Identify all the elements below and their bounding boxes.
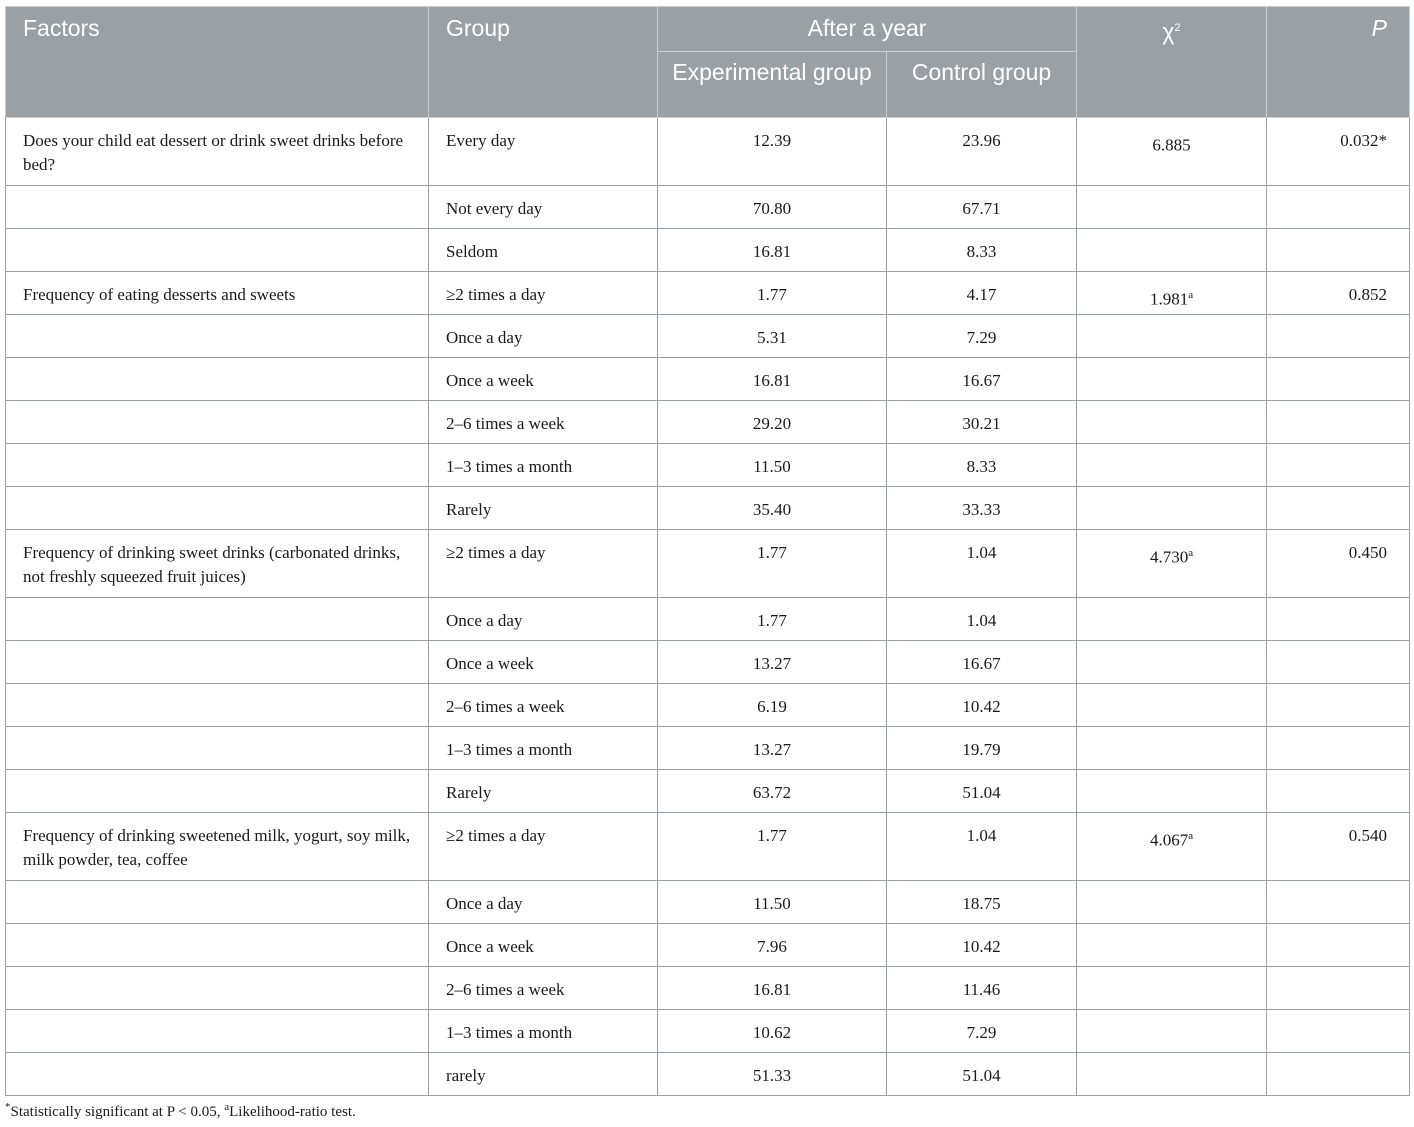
footnote-star: * bbox=[5, 1101, 11, 1113]
header-experimental-group: Experimental group bbox=[658, 52, 887, 118]
cell-group: Once a week bbox=[429, 641, 658, 684]
cell-experimental: 35.40 bbox=[658, 487, 887, 530]
cell-control: 8.33 bbox=[887, 444, 1077, 487]
cell-group: 1–3 times a month bbox=[429, 444, 658, 487]
cell-control: 10.42 bbox=[887, 684, 1077, 727]
chi-value: 4.067 bbox=[1149, 830, 1189, 850]
header-control-group: Control group bbox=[887, 52, 1077, 118]
cell-control: 8.33 bbox=[887, 229, 1077, 272]
cell-chi-square bbox=[1077, 1010, 1267, 1053]
cell-chi-square bbox=[1077, 727, 1267, 770]
cell-control: 51.04 bbox=[887, 1053, 1077, 1096]
table-row bbox=[6, 272, 1410, 315]
cell-experimental: 70.80 bbox=[658, 186, 887, 229]
cell-p-value bbox=[1267, 1053, 1410, 1096]
cell-control: 1.04 bbox=[887, 598, 1077, 641]
cell-p-value bbox=[1267, 967, 1410, 1010]
cell-group: Once a week bbox=[429, 358, 658, 401]
table-container bbox=[5, 6, 1409, 1096]
cell-chi-square bbox=[1077, 1053, 1267, 1096]
table-row bbox=[6, 1053, 1410, 1096]
cell-group: ≥2 times a day bbox=[429, 530, 658, 598]
cell-control: 33.33 bbox=[887, 487, 1077, 530]
cell-group: 2–6 times a week bbox=[429, 401, 658, 444]
cell-experimental: 63.72 bbox=[658, 770, 887, 813]
cell-factor bbox=[6, 598, 429, 641]
table-row bbox=[6, 1010, 1410, 1053]
cell-chi-square bbox=[1077, 229, 1267, 272]
cell-group: 1–3 times a month bbox=[429, 727, 658, 770]
cell-p-value bbox=[1267, 727, 1410, 770]
cell-experimental: 16.81 bbox=[658, 229, 887, 272]
cell-experimental: 7.96 bbox=[658, 924, 887, 967]
cell-factor bbox=[6, 967, 429, 1010]
table-row bbox=[6, 924, 1410, 967]
cell-group: Not every day bbox=[429, 186, 658, 229]
cell-p-value bbox=[1267, 1010, 1410, 1053]
cell-chi-square bbox=[1077, 684, 1267, 727]
table-row bbox=[6, 358, 1410, 401]
cell-chi-square bbox=[1077, 967, 1267, 1010]
cell-factor bbox=[6, 770, 429, 813]
header-chi-exponent: 2 bbox=[1174, 22, 1181, 34]
cell-experimental: 1.77 bbox=[658, 530, 887, 598]
chi-superscript: a bbox=[1188, 547, 1194, 559]
cell-experimental: 12.39 bbox=[658, 118, 887, 186]
cell-factor bbox=[6, 358, 429, 401]
cell-control: 30.21 bbox=[887, 401, 1077, 444]
chi-value: 1.981 bbox=[1149, 289, 1189, 309]
table-row bbox=[6, 444, 1410, 487]
cell-control: 4.17 bbox=[887, 272, 1077, 315]
cell-group: 2–6 times a week bbox=[429, 967, 658, 1010]
cell-factor bbox=[6, 401, 429, 444]
cell-chi-square bbox=[1077, 924, 1267, 967]
cell-group: Rarely bbox=[429, 487, 658, 530]
cell-p-value: 0.852 bbox=[1267, 272, 1410, 315]
table-header bbox=[6, 7, 1410, 118]
cell-chi-square bbox=[1077, 487, 1267, 530]
cell-chi-square bbox=[1077, 401, 1267, 444]
table-footnote bbox=[5, 1101, 356, 1121]
cell-experimental: 29.20 bbox=[658, 401, 887, 444]
cell-chi-square bbox=[1077, 770, 1267, 813]
cell-chi-square bbox=[1077, 358, 1267, 401]
cell-group: Seldom bbox=[429, 229, 658, 272]
chi-value: 6.885 bbox=[1152, 135, 1191, 155]
cell-p-value bbox=[1267, 358, 1410, 401]
table-row bbox=[6, 598, 1410, 641]
cell-group: Once a day bbox=[429, 315, 658, 358]
table-row bbox=[6, 770, 1410, 813]
cell-chi-square bbox=[1077, 444, 1267, 487]
cell-experimental: 13.27 bbox=[658, 641, 887, 684]
cell-control: 16.67 bbox=[887, 358, 1077, 401]
cell-chi-square bbox=[1077, 598, 1267, 641]
table-row bbox=[6, 229, 1410, 272]
cell-chi-square bbox=[1077, 315, 1267, 358]
cell-factor bbox=[6, 1053, 429, 1096]
data-table bbox=[5, 6, 1410, 1096]
cell-group: Once a day bbox=[429, 881, 658, 924]
cell-group: Once a day bbox=[429, 598, 658, 641]
cell-factor bbox=[6, 315, 429, 358]
table-row bbox=[6, 881, 1410, 924]
cell-experimental: 1.77 bbox=[658, 272, 887, 315]
cell-experimental: 6.19 bbox=[658, 684, 887, 727]
cell-p-value bbox=[1267, 229, 1410, 272]
table-row bbox=[6, 813, 1410, 881]
cell-experimental: 1.77 bbox=[658, 813, 887, 881]
cell-control: 23.96 bbox=[887, 118, 1077, 186]
cell-p-value bbox=[1267, 186, 1410, 229]
cell-control: 19.79 bbox=[887, 727, 1077, 770]
cell-p-value bbox=[1267, 684, 1410, 727]
cell-experimental: 51.33 bbox=[658, 1053, 887, 1096]
header-p: P bbox=[1267, 7, 1410, 118]
cell-group: rarely bbox=[429, 1053, 658, 1096]
table-row bbox=[6, 727, 1410, 770]
cell-experimental: 13.27 bbox=[658, 727, 887, 770]
table-row bbox=[6, 967, 1410, 1010]
header-factors: Factors bbox=[6, 7, 429, 118]
cell-factor bbox=[6, 727, 429, 770]
chi-superscript: a bbox=[1188, 289, 1194, 301]
cell-control: 10.42 bbox=[887, 924, 1077, 967]
cell-p-value bbox=[1267, 924, 1410, 967]
table-row bbox=[6, 118, 1410, 186]
cell-experimental: 11.50 bbox=[658, 444, 887, 487]
header-chi-square bbox=[1077, 7, 1267, 118]
cell-p-value bbox=[1267, 444, 1410, 487]
cell-control: 16.67 bbox=[887, 641, 1077, 684]
cell-control: 1.04 bbox=[887, 813, 1077, 881]
cell-p-value bbox=[1267, 881, 1410, 924]
cell-control: 67.71 bbox=[887, 186, 1077, 229]
cell-factor bbox=[6, 186, 429, 229]
cell-experimental: 16.81 bbox=[658, 358, 887, 401]
cell-p-value bbox=[1267, 487, 1410, 530]
cell-p-value bbox=[1267, 598, 1410, 641]
table-row bbox=[6, 186, 1410, 229]
header-group: Group bbox=[429, 7, 658, 118]
cell-control: 18.75 bbox=[887, 881, 1077, 924]
chi-value: 4.730 bbox=[1149, 547, 1189, 567]
table-row bbox=[6, 530, 1410, 598]
cell-group: ≥2 times a day bbox=[429, 272, 658, 315]
cell-factor: Frequency of eating desserts and sweets bbox=[6, 272, 429, 315]
cell-control: 7.29 bbox=[887, 315, 1077, 358]
cell-factor: Frequency of drinking sweetened milk, yogurt, soy milk, milk powder, tea, coffee bbox=[6, 813, 429, 881]
cell-factor bbox=[6, 487, 429, 530]
cell-group: Rarely bbox=[429, 770, 658, 813]
table-row bbox=[6, 401, 1410, 444]
cell-factor bbox=[6, 881, 429, 924]
cell-factor: Does your child eat dessert or drink sweet drinks before bed? bbox=[6, 118, 429, 186]
cell-chi-square bbox=[1077, 530, 1267, 598]
cell-factor bbox=[6, 229, 429, 272]
cell-experimental: 10.62 bbox=[658, 1010, 887, 1053]
cell-experimental: 11.50 bbox=[658, 881, 887, 924]
cell-chi-square bbox=[1077, 881, 1267, 924]
header-chi-symbol: χ bbox=[1162, 18, 1175, 45]
table-row bbox=[6, 684, 1410, 727]
cell-factor bbox=[6, 684, 429, 727]
cell-factor bbox=[6, 1010, 429, 1053]
cell-group: ≥2 times a day bbox=[429, 813, 658, 881]
table-row bbox=[6, 487, 1410, 530]
cell-chi-square bbox=[1077, 186, 1267, 229]
table-row bbox=[6, 315, 1410, 358]
table-row bbox=[6, 641, 1410, 684]
cell-p-value bbox=[1267, 401, 1410, 444]
cell-factor bbox=[6, 444, 429, 487]
cell-experimental: 16.81 bbox=[658, 967, 887, 1010]
footnote-text-significance: Statistically significant at P < 0.05, bbox=[10, 1104, 225, 1120]
cell-factor: Frequency of drinking sweet drinks (carbonated drinks, not freshly squeezed fruit juices) bbox=[6, 530, 429, 598]
cell-control: 11.46 bbox=[887, 967, 1077, 1010]
table-body bbox=[6, 118, 1410, 1096]
cell-factor bbox=[6, 924, 429, 967]
cell-chi-square bbox=[1077, 272, 1267, 315]
cell-chi-square bbox=[1077, 118, 1267, 186]
cell-experimental: 5.31 bbox=[658, 315, 887, 358]
cell-control: 7.29 bbox=[887, 1010, 1077, 1053]
cell-chi-square bbox=[1077, 641, 1267, 684]
cell-p-value: 0.540 bbox=[1267, 813, 1410, 881]
cell-group: Every day bbox=[429, 118, 658, 186]
cell-group: 2–6 times a week bbox=[429, 684, 658, 727]
chi-superscript: a bbox=[1188, 830, 1194, 842]
footnote-text-likelihood: Likelihood-ratio test. bbox=[229, 1104, 356, 1120]
cell-p-value bbox=[1267, 315, 1410, 358]
header-after-a-year: After a year bbox=[658, 7, 1077, 52]
cell-p-value: 0.032* bbox=[1267, 118, 1410, 186]
cell-control: 1.04 bbox=[887, 530, 1077, 598]
cell-p-value bbox=[1267, 641, 1410, 684]
cell-experimental: 1.77 bbox=[658, 598, 887, 641]
footnote-a: a bbox=[224, 1101, 230, 1113]
cell-factor bbox=[6, 641, 429, 684]
cell-p-value: 0.450 bbox=[1267, 530, 1410, 598]
cell-control: 51.04 bbox=[887, 770, 1077, 813]
cell-p-value bbox=[1267, 770, 1410, 813]
cell-group: 1–3 times a month bbox=[429, 1010, 658, 1053]
cell-group: Once a week bbox=[429, 924, 658, 967]
cell-chi-square bbox=[1077, 813, 1267, 881]
